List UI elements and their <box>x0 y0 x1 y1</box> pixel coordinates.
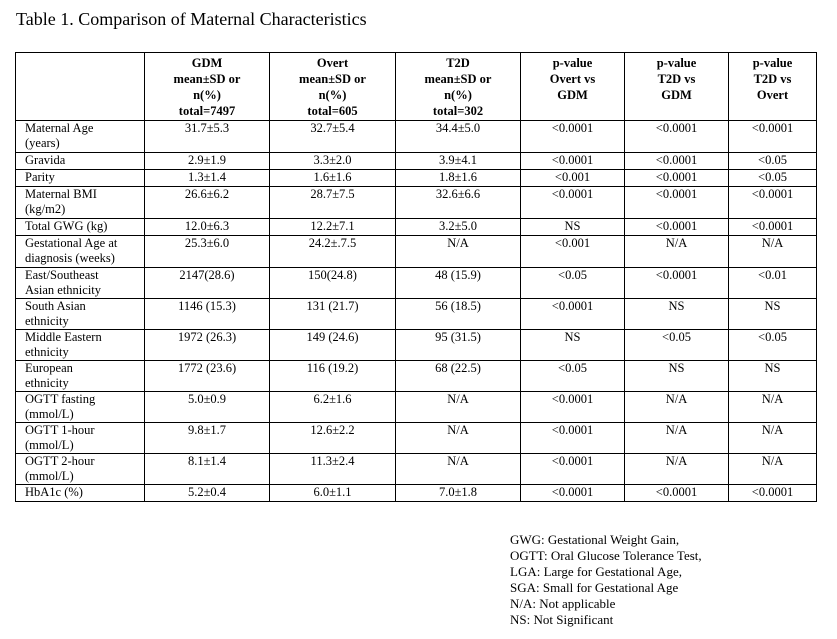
table-cell: 28.7±7.5 <box>270 187 396 219</box>
row-label-line: (mmol/L) <box>25 407 74 421</box>
table-cell: NS <box>521 330 625 361</box>
column-header-line: GDM <box>661 88 692 102</box>
column-header-line: T2D <box>446 56 470 70</box>
table-row <box>16 236 817 268</box>
maternal-characteristics-table <box>15 52 817 502</box>
table-cell: <0.0001 <box>729 121 817 153</box>
table-cell: <0.0001 <box>729 219 817 236</box>
table-cell: <0.05 <box>521 268 625 299</box>
table-cell: 149 (24.6) <box>270 330 396 361</box>
table-cell: <0.0001 <box>729 187 817 219</box>
row-label-line: (kg/m2) <box>25 202 66 216</box>
row-label-line: Maternal BMI <box>25 187 97 201</box>
table-cell: 32.6±6.6 <box>396 187 521 219</box>
table-cell: N/A <box>396 454 521 485</box>
column-header-line: mean±SD or <box>424 72 492 86</box>
footnote-ogtt: OGTT: Oral Glucose Tolerance Test, <box>510 548 702 563</box>
row-label-line: ethnicity <box>25 314 69 328</box>
table-cell: 25.3±6.0 <box>145 236 270 268</box>
table-cell: 7.0±1.8 <box>396 485 521 502</box>
table-cell: 6.0±1.1 <box>270 485 396 502</box>
table-cell: N/A <box>729 392 817 423</box>
table-cell: 5.2±0.4 <box>145 485 270 502</box>
header-row <box>16 53 817 121</box>
table-cell: <0.001 <box>521 170 625 187</box>
table-cell: 1146 (15.3) <box>145 299 270 330</box>
table-row <box>16 454 817 485</box>
table-cell: 26.6±6.2 <box>145 187 270 219</box>
column-header <box>729 53 817 121</box>
footnote-lga: LGA: Large for Gestational Age, <box>510 564 682 579</box>
table-row <box>16 330 817 361</box>
column-header-line: n(%) <box>444 88 472 102</box>
table-cell: NS <box>625 361 729 392</box>
table-row <box>16 187 817 219</box>
table-cell: 32.7±5.4 <box>270 121 396 153</box>
column-header <box>625 53 729 121</box>
row-label-line: Parity <box>25 170 55 184</box>
table-cell: <0.0001 <box>625 485 729 502</box>
row-label-line: ethnicity <box>25 345 69 359</box>
row-label <box>16 153 145 170</box>
column-header-line: Overt vs <box>549 72 596 86</box>
table-cell: 9.8±1.7 <box>145 423 270 454</box>
footnote-na: N/A: Not applicable <box>510 596 616 611</box>
row-label-line: HbA1c (%) <box>25 485 83 499</box>
table-cell: 2.9±1.9 <box>145 153 270 170</box>
table-row <box>16 170 817 187</box>
table-cell: NS <box>729 299 817 330</box>
row-label-line: OGTT 1-hour <box>25 423 95 437</box>
row-label-line: Asian ethnicity <box>25 283 102 297</box>
table-cell: <0.05 <box>729 170 817 187</box>
table-cell: <0.0001 <box>625 219 729 236</box>
column-header-line: total=302 <box>432 104 484 118</box>
table-cell: 3.2±5.0 <box>396 219 521 236</box>
column-header <box>16 53 145 121</box>
table-cell: 2147(28.6) <box>145 268 270 299</box>
table-cell: 48 (15.9) <box>396 268 521 299</box>
row-label-line: Total GWG (kg) <box>25 219 108 233</box>
table-cell: <0.0001 <box>521 153 625 170</box>
table-cell: 3.9±4.1 <box>396 153 521 170</box>
table-cell: N/A <box>625 423 729 454</box>
row-label <box>16 361 145 392</box>
row-label <box>16 392 145 423</box>
row-label <box>16 423 145 454</box>
row-label <box>16 219 145 236</box>
row-label-line: ethnicity <box>25 376 69 390</box>
table-cell: <0.05 <box>729 153 817 170</box>
row-label-line: Maternal Age <box>25 121 94 135</box>
table-cell: <0.001 <box>521 236 625 268</box>
table-cell: N/A <box>396 423 521 454</box>
table-cell: NS <box>729 361 817 392</box>
table-row <box>16 361 817 392</box>
table-cell: 150(24.8) <box>270 268 396 299</box>
row-label <box>16 236 145 268</box>
table-cell: N/A <box>625 236 729 268</box>
table-cell: 56 (18.5) <box>396 299 521 330</box>
row-label <box>16 454 145 485</box>
column-header-line: n(%) <box>193 88 221 102</box>
table-cell: <0.0001 <box>625 268 729 299</box>
table-cell: N/A <box>396 392 521 423</box>
column-header-line: T2D vs <box>657 72 696 86</box>
table-cell: N/A <box>729 423 817 454</box>
row-label-line: European <box>25 361 73 375</box>
column-header-line: p-value <box>552 56 593 70</box>
footnote-gwg: GWG: Gestational Weight Gain, <box>510 532 680 547</box>
table-cell: N/A <box>729 236 817 268</box>
column-header <box>396 53 521 121</box>
row-label <box>16 299 145 330</box>
footnote-sga: SGA: Small for Gestational Age <box>510 580 679 595</box>
table-footnotes <box>510 532 715 628</box>
table-cell: 12.0±6.3 <box>145 219 270 236</box>
table-cell: 11.3±2.4 <box>270 454 396 485</box>
table-cell: 34.4±5.0 <box>396 121 521 153</box>
table-row <box>16 121 817 153</box>
column-header-line: Overt <box>316 56 349 70</box>
table-cell: 131 (21.7) <box>270 299 396 330</box>
column-header-line: n(%) <box>318 88 347 102</box>
table-cell: 68 (22.5) <box>396 361 521 392</box>
column-header <box>145 53 270 121</box>
table-cell: N/A <box>729 454 817 485</box>
table-row <box>16 485 817 502</box>
table-row <box>16 153 817 170</box>
table-cell: 31.7±5.3 <box>145 121 270 153</box>
table-cell: N/A <box>625 392 729 423</box>
table-cell: <0.05 <box>521 361 625 392</box>
table-cell: <0.05 <box>625 330 729 361</box>
column-header-line: p-value <box>656 56 697 70</box>
column-header <box>270 53 396 121</box>
row-label <box>16 268 145 299</box>
row-label-line: (years) <box>25 136 60 150</box>
table-cell: 1.3±1.4 <box>145 170 270 187</box>
table-cell: <0.01 <box>729 268 817 299</box>
table-cell: <0.0001 <box>729 485 817 502</box>
column-header-line: p-value <box>752 56 793 70</box>
table-cell: 1.8±1.6 <box>396 170 521 187</box>
column-header-line: total=7497 <box>178 104 236 118</box>
table-cell: 95 (31.5) <box>396 330 521 361</box>
row-label <box>16 187 145 219</box>
table-cell: <0.0001 <box>521 121 625 153</box>
table-cell: <0.0001 <box>521 299 625 330</box>
table-cell: <0.0001 <box>625 121 729 153</box>
row-label-line: (mmol/L) <box>25 438 74 452</box>
row-label-line: East/Southeast <box>25 268 99 282</box>
row-label-line: OGTT fasting <box>25 392 96 406</box>
table-title: Table 1. Comparison of Maternal Characteristics <box>16 9 367 29</box>
row-label <box>16 330 145 361</box>
table-cell: 116 (19.2) <box>270 361 396 392</box>
row-label-line: Gravida <box>25 153 66 167</box>
column-header-line: GDM <box>191 56 223 70</box>
table-cell: <0.0001 <box>521 485 625 502</box>
table-cell: N/A <box>625 454 729 485</box>
table-cell: <0.0001 <box>625 153 729 170</box>
column-header-line: GDM <box>557 88 588 102</box>
table-cell: <0.0001 <box>521 454 625 485</box>
table-cell: 6.2±1.6 <box>270 392 396 423</box>
row-label <box>16 485 145 502</box>
row-label-line: diagnosis (weeks) <box>25 251 115 265</box>
column-header <box>521 53 625 121</box>
row-label <box>16 121 145 153</box>
table-cell: NS <box>625 299 729 330</box>
table-cell: 5.0±0.9 <box>145 392 270 423</box>
column-header-line: T2D vs <box>753 72 792 86</box>
row-label-line: Gestational Age at <box>25 236 118 250</box>
table-cell: 1972 (26.3) <box>145 330 270 361</box>
footnote-ns: NS: Not Significant <box>510 612 614 627</box>
column-header-line: mean±SD or <box>299 72 366 86</box>
table-cell: <0.0001 <box>521 392 625 423</box>
column-header-line: total=605 <box>307 104 358 118</box>
table-row <box>16 423 817 454</box>
row-label-line: (mmol/L) <box>25 469 74 483</box>
table-cell: <0.0001 <box>521 423 625 454</box>
table-cell: 8.1±1.4 <box>145 454 270 485</box>
table-cell: <0.0001 <box>521 187 625 219</box>
column-header-line: mean±SD or <box>173 72 241 86</box>
table-cell: <0.0001 <box>625 187 729 219</box>
table-cell: 12.2±7.1 <box>270 219 396 236</box>
row-label-line: South Asian <box>25 299 86 313</box>
table-row <box>16 392 817 423</box>
table-cell: <0.05 <box>729 330 817 361</box>
table-row <box>16 268 817 299</box>
row-label-line: OGTT 2-hour <box>25 454 95 468</box>
table-row <box>16 299 817 330</box>
table-row <box>16 219 817 236</box>
table-cell: 1772 (23.6) <box>145 361 270 392</box>
table-cell: 3.3±2.0 <box>270 153 396 170</box>
column-header-line: Overt <box>756 88 789 102</box>
table-cell: 12.6±2.2 <box>270 423 396 454</box>
table-cell: <0.0001 <box>625 170 729 187</box>
row-label <box>16 170 145 187</box>
table-cell: NS <box>521 219 625 236</box>
table-cell: 24.2±.7.5 <box>270 236 396 268</box>
table-cell: 1.6±1.6 <box>270 170 396 187</box>
table-cell: N/A <box>396 236 521 268</box>
row-label-line: Middle Eastern <box>25 330 102 344</box>
